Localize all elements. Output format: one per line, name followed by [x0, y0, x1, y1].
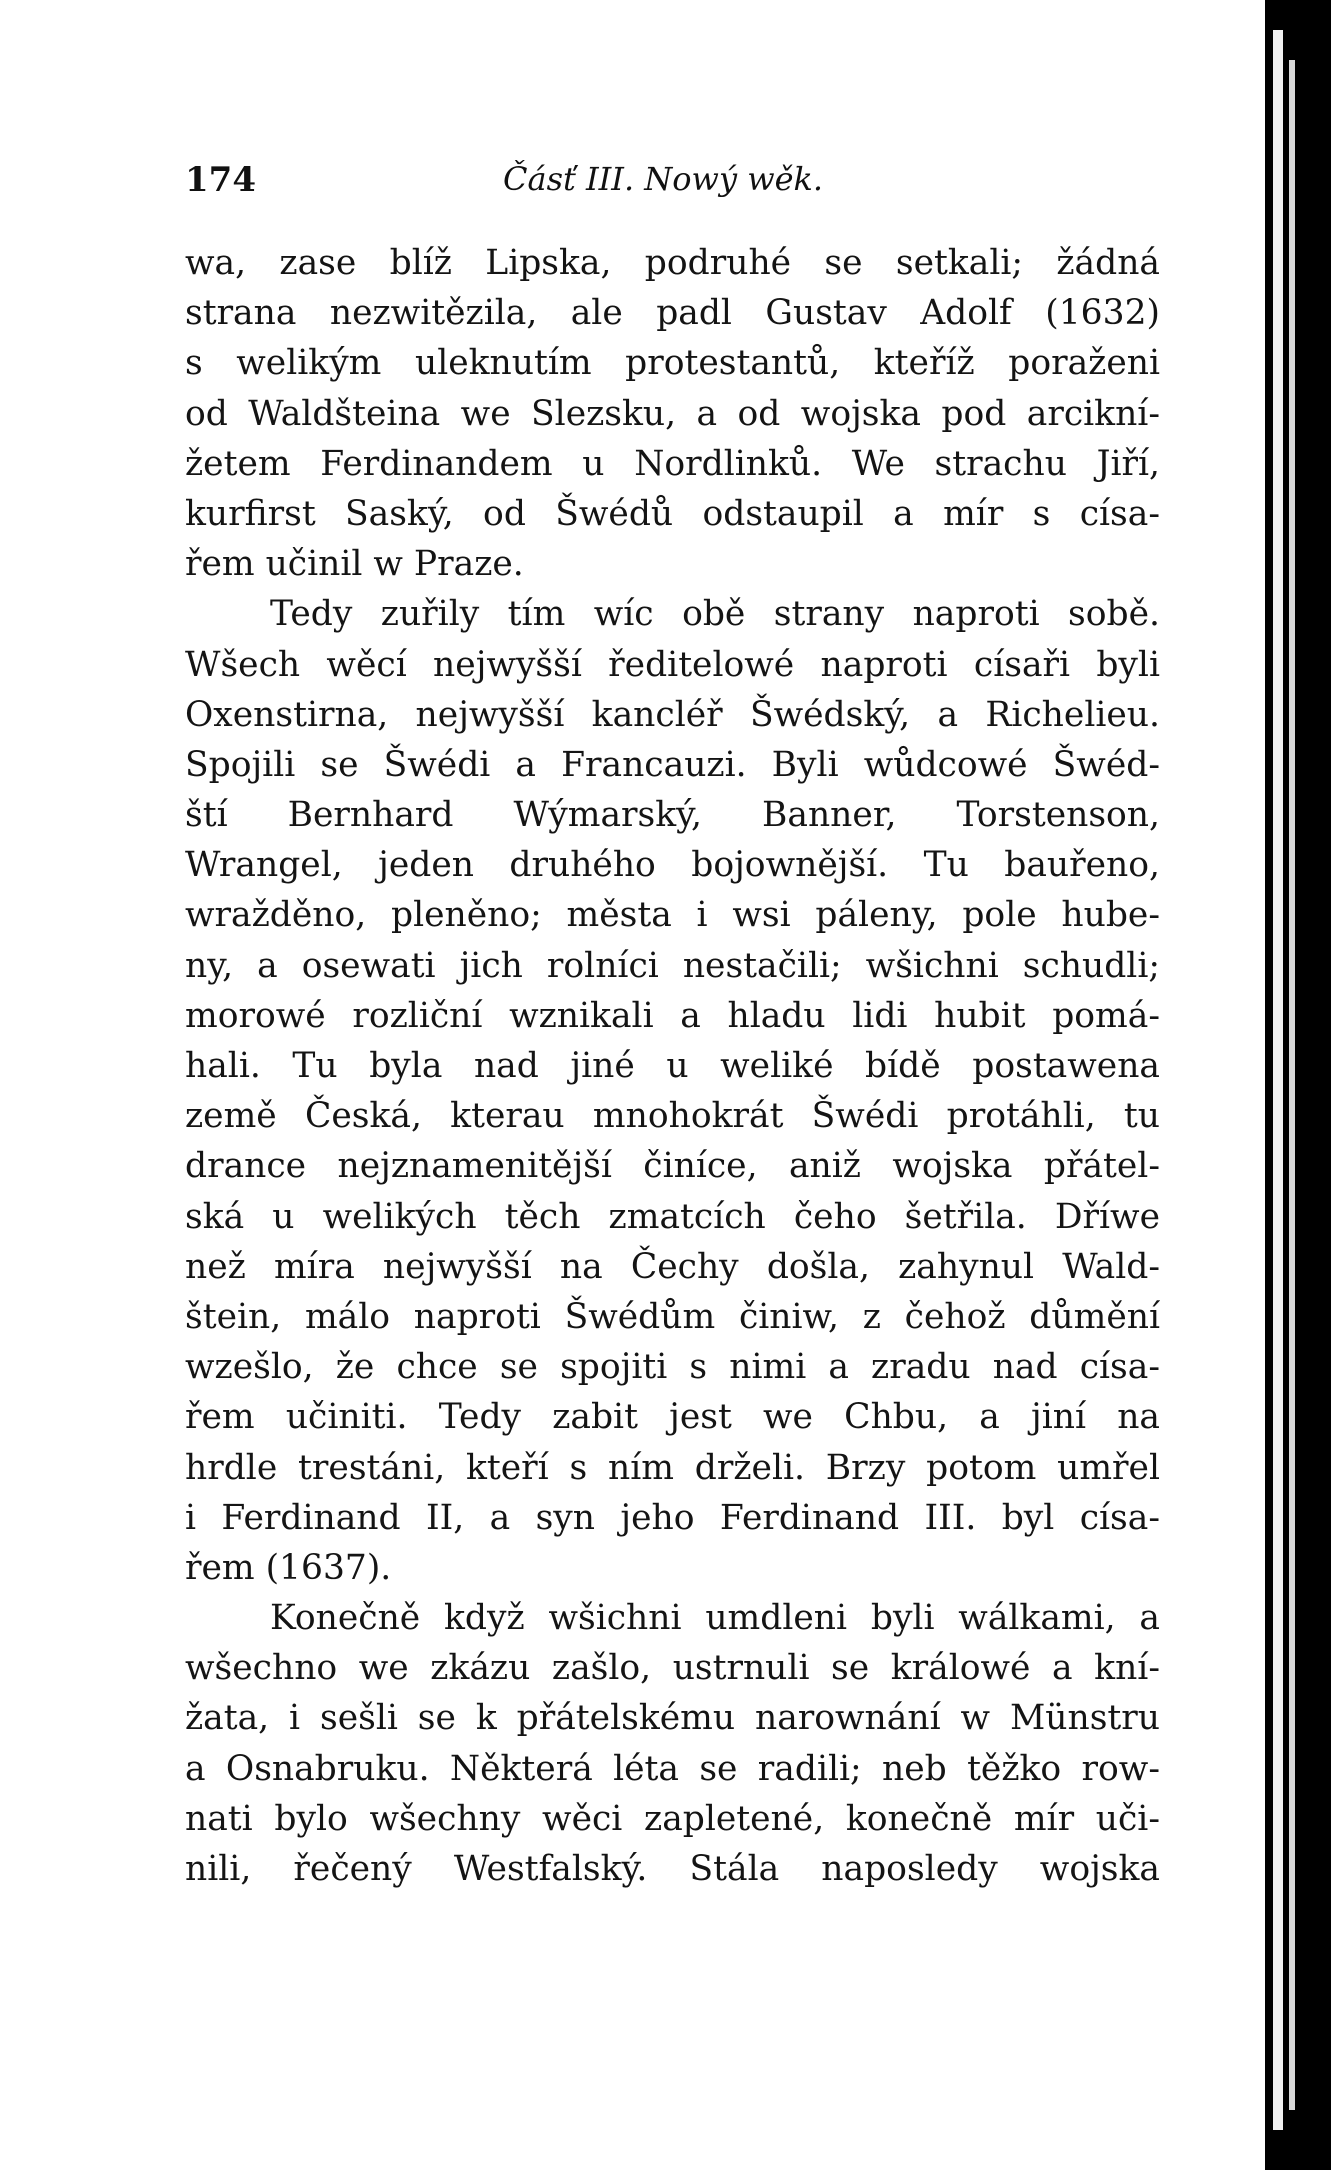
text-line: země Česká, kterau mnohokrát Šwédi protáhli, tu — [185, 1096, 1160, 1137]
text-line: ny, a osewati jich rolníci nestačili; wšichni schudli; — [185, 945, 1160, 986]
text-line: žetem Ferdinandem u Nordlinků. We strachu Jiří, — [185, 443, 1160, 484]
page-header — [185, 160, 1185, 208]
text-line: řem učinil w Praze. — [185, 544, 524, 585]
text-line: s welikým uleknutím protestantů, kteříž poraženi — [185, 343, 1160, 384]
text-line: Spojili se Šwédi a Francauzi. Byli wůdcowé Šwéd- — [185, 744, 1160, 785]
text-line: Wšech wěcí nejwyšší ředitelowé naproti císaři byli — [185, 644, 1160, 685]
text-line: řem učiniti. Tedy zabit jest we Chbu, a jiní na — [185, 1397, 1160, 1438]
text-line: wzešlo, že chce se spojiti s nimi a zradu nad císa- — [185, 1347, 1160, 1388]
text-line: od Waldšteina we Slezsku, a od wojska pod arcikní- — [185, 393, 1160, 434]
text-line: ští Bernhard Wýmarský, Banner, Torstenson, — [185, 795, 1160, 836]
page-number: 174 — [185, 160, 256, 200]
scan-border — [1265, 0, 1331, 2170]
text-line: ská u welikých těch zmatcích čeho šetřila. Dříwe — [185, 1196, 1160, 1237]
text-line: nati bylo wšechny wěci zapletené, konečně mír uči- — [185, 1798, 1160, 1839]
text-line: než míra nejwyšší na Čechy došla, zahynul Wald- — [185, 1246, 1160, 1287]
text-line: hrdle trestáni, kteří s ním drželi. Brzy potom umřel — [185, 1447, 1160, 1488]
text-line: Oxenstirna, nejwyšší kancléř Šwédský, a Richelieu. — [185, 694, 1160, 735]
text-line: wražděno, pleněno; města i wsi páleny, pole hube- — [185, 895, 1160, 936]
text-line: kurfirst Saský, od Šwédů odstaupil a mír s císa- — [185, 493, 1160, 534]
text-line: morowé rozliční wznikali a hladu lidi hubit pomá- — [185, 995, 1160, 1036]
text-line: hali. Tu byla nad jiné u weliké bídě postawena — [185, 1046, 1160, 1086]
text-line: Wrangel, jeden druhého bojownější. Tu bauřeno, — [185, 845, 1160, 886]
text-line: Tedy zuřily tím wíc obě strany naproti sobě. — [270, 594, 1160, 635]
text-line: drance nejznamenitější činíce, aniž wojska přátel- — [185, 1146, 1160, 1187]
text-line: žata, i sešli se k přátelskému narownání w Münstru — [185, 1698, 1160, 1739]
text-line: nili, řečený Westfalský. Stála naposledy wojska — [185, 1849, 1160, 1889]
text-line: Konečně když wšichni umdleni byli wálkami, a — [270, 1598, 1160, 1639]
running-title: Čásť III. Nowý wěk. — [503, 160, 824, 198]
page-edge — [1273, 30, 1283, 2130]
text-line: strana nezwitězila, ale padl Gustav Adolf (1632) — [185, 293, 1160, 334]
text-line: wa, zase blíž Lipska, podruhé se setkali; žádná — [185, 243, 1160, 283]
text-line: a Osnabruku. Některá léta se radili; neb těžko row- — [185, 1748, 1160, 1789]
body-text — [185, 238, 1160, 1894]
text-line: štein, málo naproti Šwédům činiw, z čehož důmění — [185, 1296, 1160, 1337]
page-edge — [1289, 60, 1295, 2110]
text-line: wšechno we zkázu zašlo, ustrnuli se králowé a kní- — [185, 1648, 1160, 1689]
text-line: i Ferdinand II, a syn jeho Ferdinand III. byl císa- — [185, 1497, 1160, 1538]
text-line: řem (1637). — [185, 1547, 392, 1588]
